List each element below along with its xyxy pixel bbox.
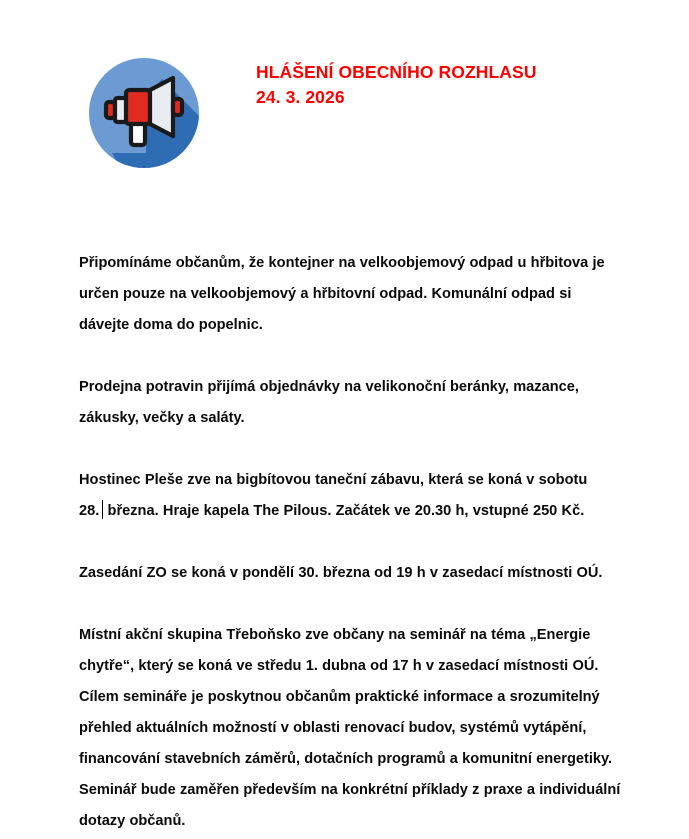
paragraph-dance-party	[79, 465, 607, 527]
document-header	[0, 40, 689, 190]
megaphone-logo	[88, 57, 200, 169]
paragraph-waste-container: Připomínáme občanům, že kontejner na velkoobjemový odpad u hřbitova je určen pouze na velkoobjemový a hřbitovní odpad. Komunální odpad si dávejte doma do popelnic.	[79, 255, 605, 333]
header-title-block	[256, 60, 656, 110]
paragraph-grocery-orders: Prodejna potravin přijímá objednávky na velikonoční beránky, mazance, zákusky, večky a saláty.	[79, 379, 579, 426]
announcement-body[interactable]	[79, 248, 624, 837]
paragraph-council-meeting: Zasedání ZO se koná v pondělí 30. března od 19 h v zasedací místnosti OÚ.	[79, 565, 603, 581]
announcement-title: HLÁŠENÍ OBECNÍHO ROZHLASU	[256, 62, 537, 82]
paragraph-dance-party-before-caret: Hostinec Pleše zve na bigbítovou taneční zábavu, která se koná v sobotu 28.	[79, 472, 588, 519]
announcement-date: 24. 3. 2026	[256, 87, 345, 107]
megaphone-icon	[88, 57, 200, 169]
paragraph-energy-seminar: Místní akční skupina Třeboňsko zve občany na seminář na téma „Energie chytře“, který se koná ve středu 1. dubna od 17 h v zasedací místnosti OÚ. Cílem semináře je poskytnou občanům praktické informace a srozumitelný přehled aktuálních možností v oblasti renovací budov, systémů vytápění, financování stavebních záměrů, dotačních programů a komunitní energetiky. Seminář bude zaměřen především na konkrétní příklady z praxe a individuální dotazy občanů.	[79, 627, 621, 829]
paragraph-dance-party-after-caret: března. Hraje kapela The Pilous. Začátek ve 20.30 h, vstupné 250 Kč.	[103, 503, 585, 519]
